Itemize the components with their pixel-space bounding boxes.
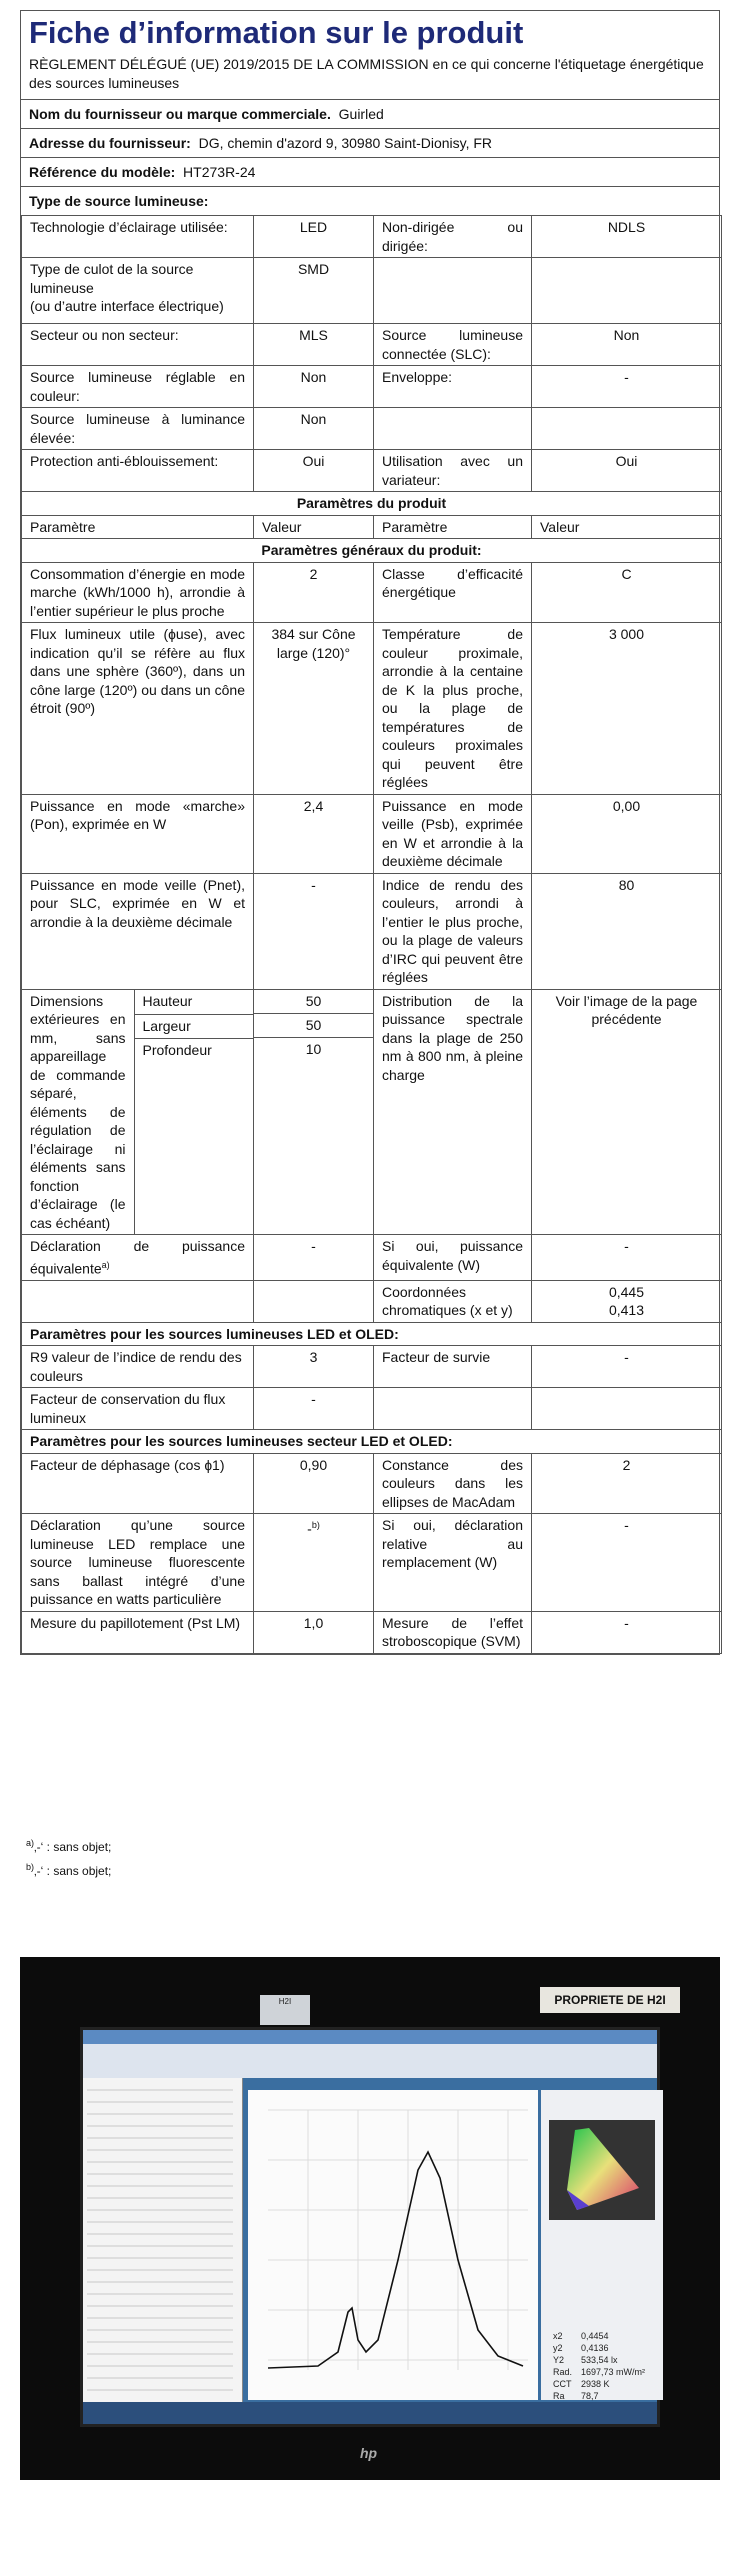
address-label: Adresse du fournisseur: — [29, 135, 191, 151]
readout-line: y2 0,4136 — [553, 2343, 609, 2353]
supplier-label: Nom du fournisseur ou marque commerciale. — [29, 106, 331, 122]
type-value-2 — [532, 258, 722, 324]
footnote-mark: b) — [311, 1520, 320, 1531]
footnote-mark: b) — [26, 1862, 35, 1872]
dimension-name: Hauteur — [134, 990, 253, 1015]
general-params-header: Paramètres généraux du produit: — [22, 539, 722, 563]
type-label — [22, 258, 254, 324]
type-value: LED — [254, 216, 374, 258]
mains-value: -$^{b)}$ — [254, 1514, 374, 1612]
type-value: Non — [254, 366, 374, 408]
type-label: Protection anti-éblouissement: — [22, 450, 254, 492]
list-lines — [83, 2078, 243, 2408]
col-header-value-2: Valeur — [532, 515, 722, 539]
led-row — [22, 1388, 722, 1430]
footnotes — [26, 1833, 111, 1881]
type-row — [22, 366, 722, 408]
type-label: Secteur ou non secteur: — [22, 324, 254, 366]
general-value: 2,4 — [254, 794, 374, 873]
dimension-name: Profondeur — [142, 1042, 212, 1059]
label-tag: H2I — [260, 1995, 310, 2025]
model-value: HT273R-24 — [183, 164, 256, 180]
led-value: 3 — [254, 1346, 374, 1388]
model-row — [21, 158, 719, 187]
source-type-header: Type de source lumineuse: — [29, 193, 209, 209]
readout-line: CCT 2938 K — [553, 2379, 610, 2389]
mains-row — [22, 1453, 722, 1514]
led-value: - — [254, 1388, 374, 1430]
general-row — [22, 562, 722, 623]
empty-cell — [22, 1280, 254, 1322]
hp-logo: hp — [360, 2445, 378, 2461]
dimensions-label: Dimensions extérieures en mm, sans appareillage de commande séparé, éléments de régulation de l’éclairage ni éléments sans fonction d’éclairage (le cas échéant) — [22, 990, 134, 1235]
type-value-2: Oui — [532, 450, 722, 492]
mains-params-header: Paramètres pour les sources lumineuses secteur LED et OLED: — [22, 1430, 722, 1454]
spectral-value: Voir l’image de la page précédente — [532, 989, 722, 1235]
footnote-text: ‚-‘ : sans objet; — [34, 1840, 112, 1854]
led-label: R9 valeur de l’indice de rendu des couleurs — [22, 1346, 254, 1388]
type-value-2: Non — [532, 324, 722, 366]
general-label: Consommation d’énergie en mode marche (kWh/1000 h), arrondie à l’entier supérieur le plus proche — [22, 562, 254, 623]
mains-row — [22, 1514, 722, 1612]
chroma-x: 0,445 — [608, 1283, 645, 1300]
chroma-values — [532, 1280, 722, 1322]
supplier-value: Guirled — [338, 106, 384, 122]
readout-line: Ra 78,7 — [553, 2391, 599, 2401]
address-value: DG, chemin d'azord 9, 30980 Saint-Dionisy, FR — [198, 135, 493, 151]
footnote-mark: a) — [26, 1838, 35, 1848]
general-value-2: 80 — [532, 873, 722, 989]
type-label-2: Non-dirigée ou dirigée: — [374, 216, 532, 258]
dimensions-values-cell — [254, 989, 374, 1235]
mains-value: 1,0 — [254, 1611, 374, 1653]
product-sheet — [20, 10, 720, 1655]
mains-label: Déclaration qu’une source lumineuse LED remplace une source lumineuse fluorescente sans ballast intégré d’une puissance en watts particulière — [22, 1514, 254, 1612]
general-label: Puissance en mode «marche» (Pon), exprimée en W — [22, 794, 254, 873]
dimension-value: 50 — [254, 990, 373, 1014]
general-label: Puissance en mode veille (Pnet), pour SLC, exprimée en W et arrondie à la deuxième décimale — [22, 873, 254, 989]
footnote-text: ‚-‘ : sans objet; — [34, 1864, 112, 1878]
dimensions-row — [22, 989, 722, 1235]
section-header-row — [22, 1430, 722, 1454]
type-value: Oui — [254, 450, 374, 492]
measurement-list-panel — [83, 2078, 243, 2408]
spectrum-curve — [248, 2090, 538, 2400]
type-label-2 — [374, 258, 532, 324]
type-value-2: - — [532, 366, 722, 408]
supplier-row — [21, 100, 719, 129]
page-title: Fiche d’information sur le produit — [29, 15, 524, 50]
equivalent-row — [22, 1235, 722, 1281]
col-header-param-2: Paramètre — [374, 515, 532, 539]
led-row — [22, 1346, 722, 1388]
general-value: 2 — [254, 562, 374, 623]
mains-label-2: Si oui, déclaration relative au remplacement (W) — [374, 1514, 532, 1612]
general-label-2: Classe d’efficacité énergétique — [374, 562, 532, 623]
dimensions-inner — [22, 990, 253, 1235]
mains-label-2: Constance des couleurs dans les ellipses de MacAdam — [374, 1453, 532, 1514]
dimension-name: Largeur — [134, 1014, 253, 1039]
type-value: MLS — [254, 324, 374, 366]
equivalent-value-2: - — [532, 1235, 722, 1281]
mains-value-2: - — [532, 1514, 722, 1612]
equivalent-label-2: Si oui, puissance équivalente (W) — [374, 1235, 532, 1281]
general-label-2: Puissance en mode veille (Psb), exprimée en W et arrondie à la deuxième décimale — [374, 794, 532, 873]
section-header-row — [22, 1322, 722, 1346]
mains-row — [22, 1611, 722, 1653]
general-row — [22, 623, 722, 795]
led-value-2 — [532, 1388, 722, 1430]
type-label: Source lumineuse réglable en couleur: — [22, 366, 254, 408]
type-label-2: Utilisation avec un variateur: — [374, 450, 532, 492]
socket-label-line: Type de culot de la source lumineuse (ou d’autre interface électrique) — [30, 261, 224, 314]
general-row — [22, 794, 722, 873]
type-row — [22, 324, 722, 366]
col-header-param: Paramètre — [22, 515, 254, 539]
mains-value: 0,90 — [254, 1453, 374, 1514]
footnote — [26, 1833, 111, 1857]
general-label-2: Indice de rendu des couleurs, arrondi à l’entier le plus proche, ou la plage de valeurs d’IRC qui peuvent être réglées — [374, 873, 532, 989]
readout-line: Rad. 1697,73 mW/m² — [553, 2367, 646, 2377]
general-value: - — [254, 873, 374, 989]
dimension-value: 50 — [254, 1014, 373, 1038]
chroma-row — [22, 1280, 722, 1322]
type-label: Source lumineuse à luminance élevée: — [22, 408, 254, 450]
general-value-2: C — [532, 562, 722, 623]
type-label-2: Enveloppe: — [374, 366, 532, 408]
dimensions-cell — [22, 989, 254, 1235]
led-params-header: Paramètres pour les sources lumineuses LED et OLED: — [22, 1322, 722, 1346]
readout-line: x2 0,4454 — [553, 2331, 609, 2341]
general-value: 384 sur Cône large (120)° — [254, 623, 374, 795]
window-titlebar — [83, 2030, 657, 2044]
property-sticker: PROPRIETE DE H2I — [540, 1987, 680, 2013]
mains-label: Facteur de déphasage (cos ɸ1) — [22, 1453, 254, 1514]
led-label: Facteur de conservation du flux lumineux — [22, 1388, 254, 1430]
section-header-row — [22, 492, 722, 516]
spec-table — [21, 215, 722, 1654]
general-label: Flux lumineux utile (ɸuse), avec indication qu’il se réfère au flux dans une sphère (360º), dans un cône large (120º) ou dans un cône étroit (90º) — [22, 623, 254, 795]
app-toolbar — [83, 2044, 657, 2078]
regulation-text: RÈGLEMENT DÉLÉGUÉ (UE) 2019/2015 DE LA COMMISSION en ce qui concerne l'étiquetage énergétique des sources lumineuses — [21, 53, 719, 100]
mains-value-2: 2 — [532, 1453, 722, 1514]
type-row — [22, 408, 722, 450]
spectrometer-photo — [20, 1957, 720, 2480]
type-row — [22, 258, 722, 324]
mains-label: Mesure du papillotement (Pst LM) — [22, 1611, 254, 1653]
section-header-row — [22, 539, 722, 563]
led-value-2: - — [532, 1346, 722, 1388]
type-value-2 — [532, 408, 722, 450]
type-value: Non — [254, 408, 374, 450]
cie-shape — [549, 2120, 655, 2220]
type-label-2: Source lumineuse connectée (SLC): — [374, 324, 532, 366]
cie-diagram — [549, 2120, 655, 2220]
model-label: Référence du modèle: — [29, 164, 176, 180]
measurement-readout — [553, 2330, 645, 2402]
type-label-2 — [374, 408, 532, 450]
footnote — [26, 1857, 111, 1881]
general-row — [22, 873, 722, 989]
taskbar — [83, 2402, 657, 2424]
mains-label-2: Mesure de l’effet stroboscopique (SVM) — [374, 1611, 532, 1653]
type-value-2: NDLS — [532, 216, 722, 258]
type-value: SMD — [254, 258, 374, 324]
empty-cell — [254, 1280, 374, 1322]
equivalent-value: - — [254, 1235, 374, 1281]
mains-value-2: - — [532, 1611, 722, 1653]
led-label-2 — [374, 1388, 532, 1430]
chroma-label: Coordonnées chromatiques (x et y) — [374, 1280, 532, 1322]
spectral-label: Distribution de la puissance spectrale dans la plage de 250 nm à 800 nm, à pleine charge — [374, 989, 532, 1235]
type-row — [22, 450, 722, 492]
col-header-value: Valeur — [254, 515, 374, 539]
footnote-mark: a) — [101, 1259, 110, 1270]
general-label-2: Température de couleur proximale, arrondie à la centaine de K la plus proche, ou la plage de températures de couleurs proximales qui peuvent être réglées — [374, 623, 532, 795]
product-params-header: Paramètres du produit — [22, 492, 722, 516]
type-row — [22, 216, 722, 258]
laptop-screen — [80, 2027, 660, 2427]
column-header-row — [22, 515, 722, 539]
led-label-2: Facteur de survie — [374, 1346, 532, 1388]
general-value-2: 3 000 — [532, 623, 722, 795]
dimension-value: 10 — [305, 1040, 322, 1057]
chroma-y: 0,413 — [608, 1302, 645, 1319]
spectrum-plot — [248, 2090, 538, 2400]
type-label: Technologie d’éclairage utilisée: — [22, 216, 254, 258]
general-value-2: 0,00 — [532, 794, 722, 873]
address-row — [21, 129, 719, 158]
readout-line: Y2 533,54 lx — [553, 2355, 618, 2365]
equivalent-label: Déclaration de puissance équivalente$^{a)}$ — [22, 1235, 254, 1281]
